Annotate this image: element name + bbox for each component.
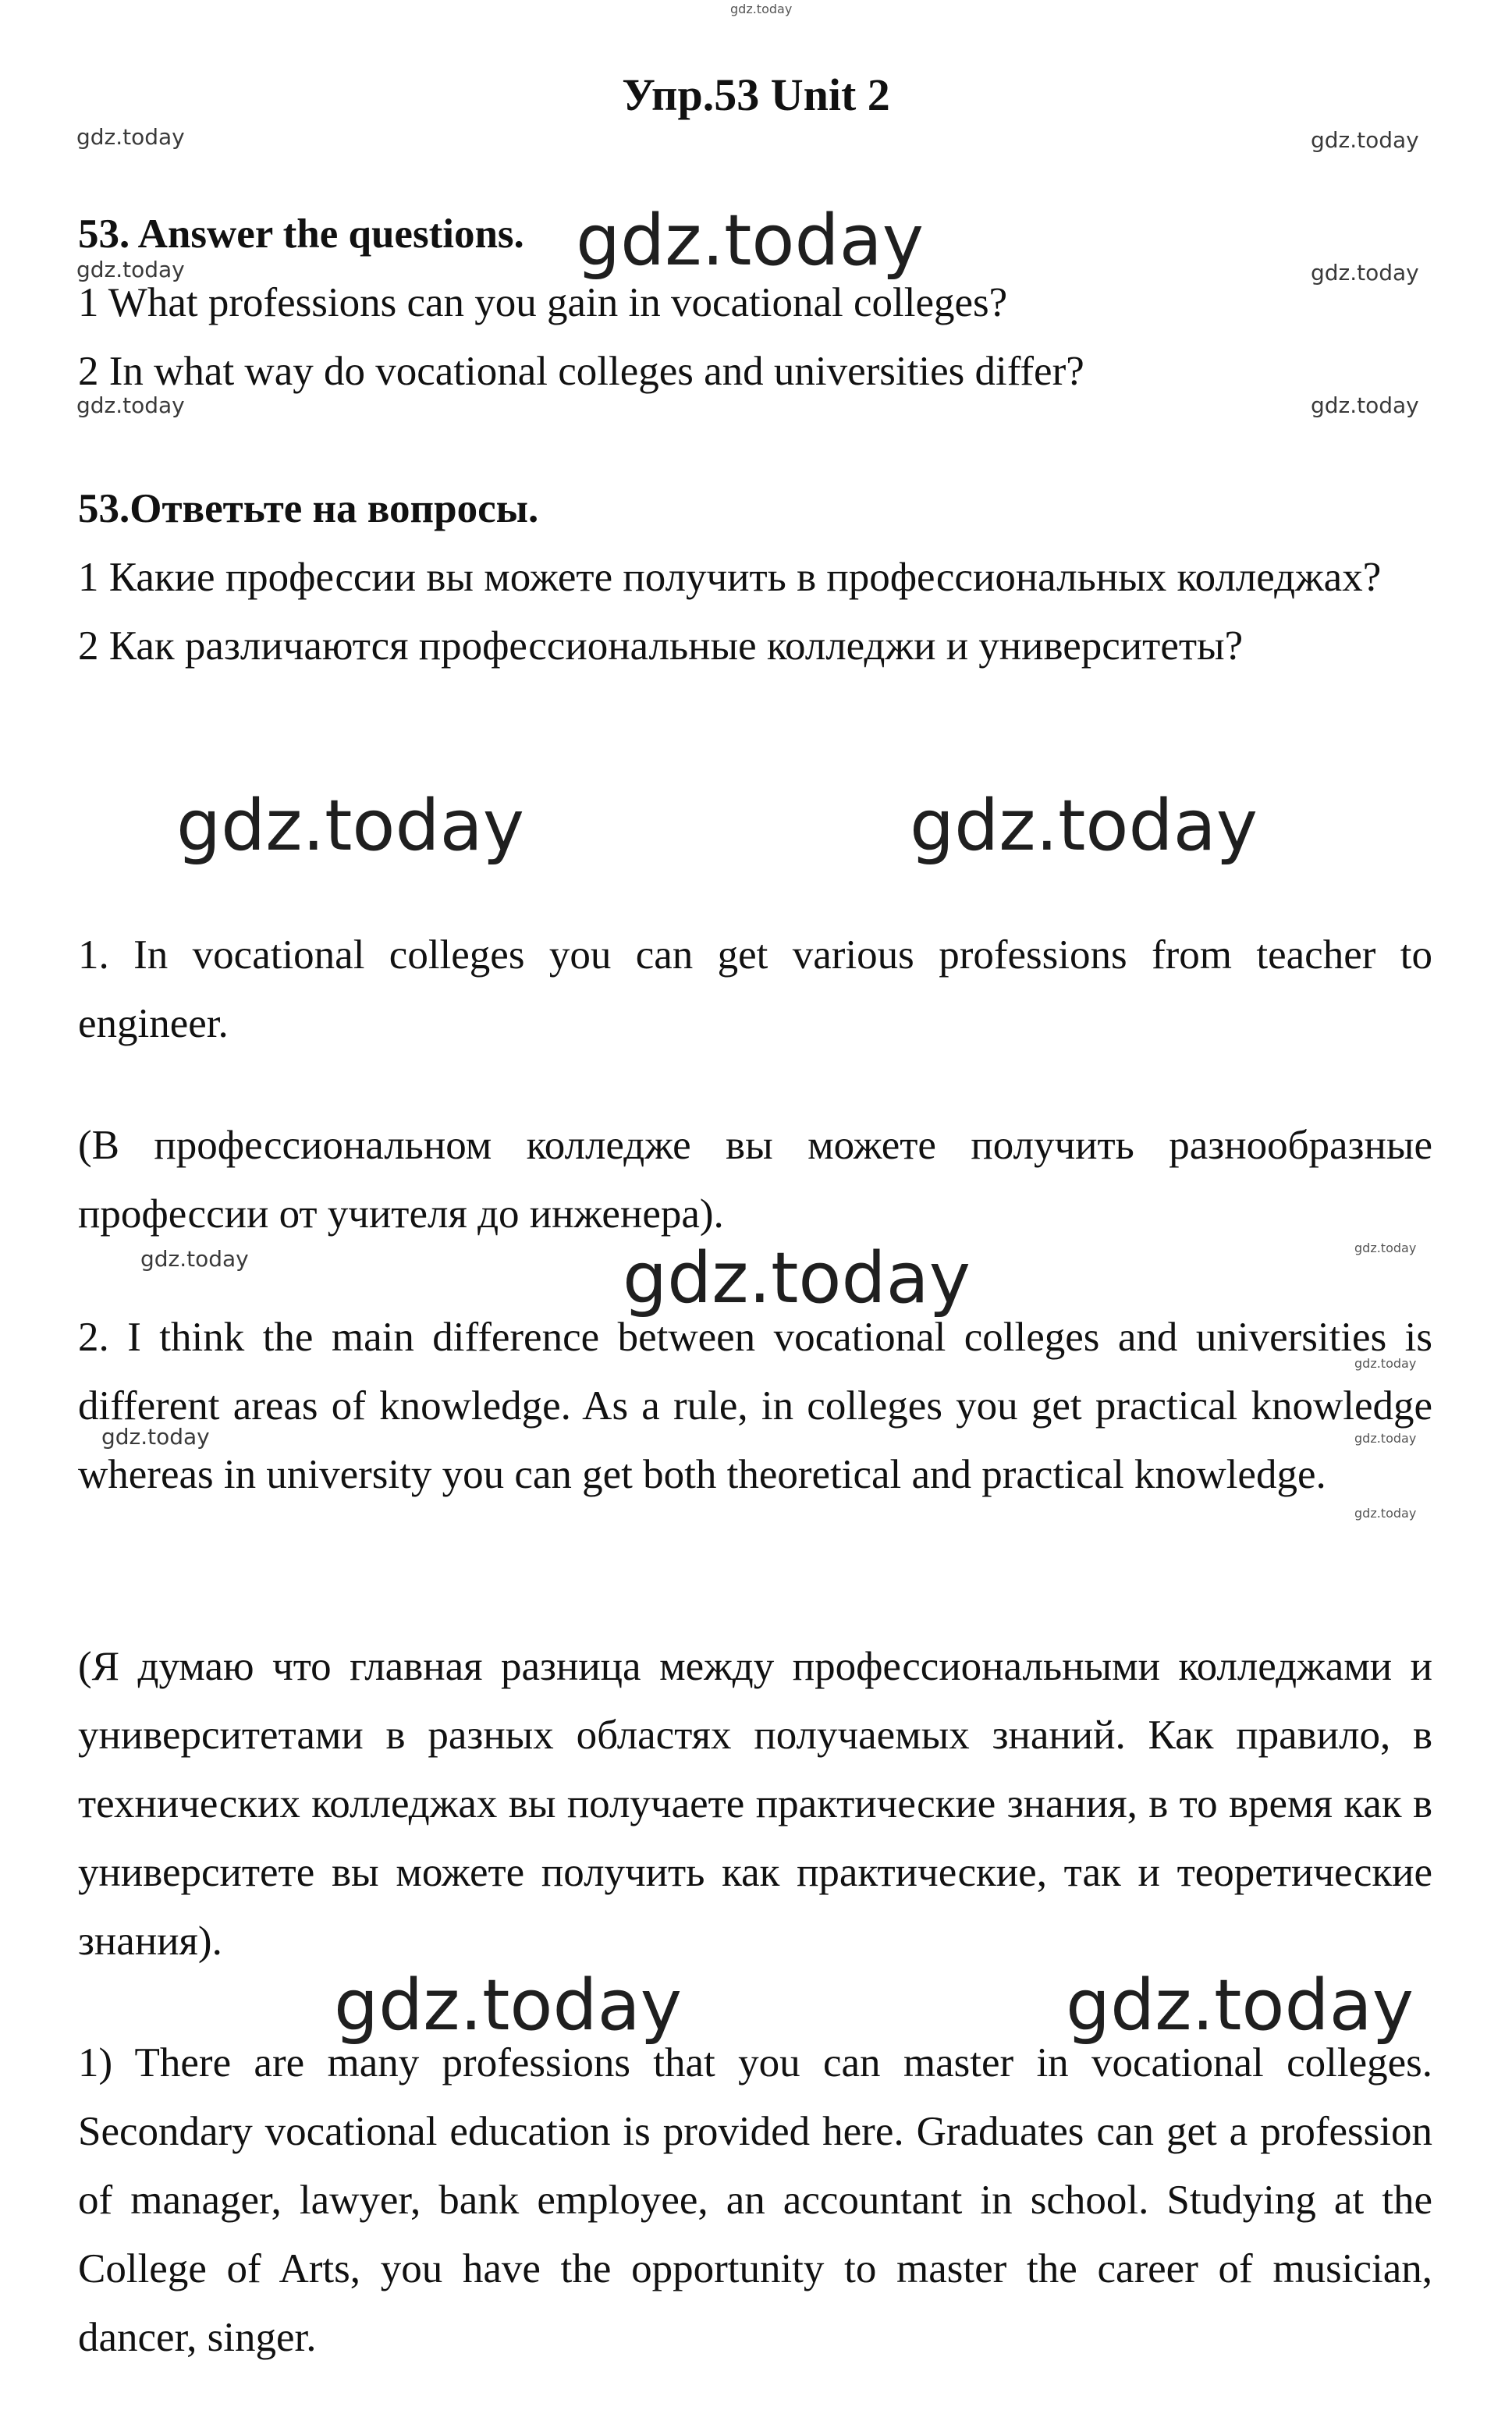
question-1-en: 1 What professions can you gain in vocational colleges? xyxy=(78,280,1008,325)
answer-2-en: 2. I think the main difference between vocational colleges and universities is different areas of knowledge. As a rule, in colleges you get practical knowledge whereas in university you can get both theoretical and practical knowledge. xyxy=(78,1315,1432,1497)
watermark: gdz.today xyxy=(1311,260,1419,286)
watermark: gdz.today xyxy=(910,785,1258,867)
answer-2-russian xyxy=(78,1632,1432,1975)
watermark: gdz.today xyxy=(576,200,925,282)
watermark: gdz.today xyxy=(76,392,185,418)
page-title: Упр.53 Unit 2 xyxy=(622,69,890,120)
answer-1-russian xyxy=(78,1111,1432,1248)
question-2-ru: 2 Как различаются профессиональные колледжи и университеты? xyxy=(78,623,1244,669)
watermark: gdz.today xyxy=(1066,1965,1414,2046)
answer-2-ru: (Я думаю что главная разница между профессиональными колледжами и университетами в разных областях получаемых знаний. Как правило, в технических колледжах вы получаете практические знания, в то время как в университете вы можете получить как практические, так и теоретические знания). xyxy=(78,1644,1432,1964)
watermark: gdz.today xyxy=(1354,1506,1417,1521)
watermark: gdz.today xyxy=(101,1424,210,1450)
watermark: gdz.today xyxy=(1354,1356,1417,1371)
watermark: gdz.today xyxy=(1354,1241,1417,1255)
answer-2-english xyxy=(78,1303,1432,1509)
task-heading-en: 53. Answer the questions. xyxy=(78,211,524,257)
watermark: gdz.today xyxy=(334,1965,683,2046)
watermark: gdz.today xyxy=(76,257,185,282)
watermark: gdz.today xyxy=(623,1237,971,1319)
watermark: gdz.today xyxy=(1311,392,1419,418)
watermark: gdz.today xyxy=(1311,127,1419,153)
watermark: gdz.today xyxy=(1354,1431,1417,1446)
watermark: gdz.today xyxy=(176,785,525,867)
task-heading-ru: 53.Ответьте на вопросы. xyxy=(78,486,539,531)
task-english xyxy=(78,200,1432,406)
watermark: gdz.today xyxy=(140,1246,249,1272)
question-2-en: 2 In what way do vocational colleges and universities differ? xyxy=(78,349,1084,394)
question-1-ru: 1 Какие профессии вы можете получить в профессиональных колледжах? xyxy=(78,555,1382,600)
answer-1-ru: (В профессиональном колледже вы можете получить разнообразные профессии от учителя до инженера). xyxy=(78,1123,1432,1237)
task-russian xyxy=(78,474,1432,680)
answer-1-english xyxy=(78,921,1432,1058)
answer-3-english xyxy=(78,2029,1432,2372)
answer-1-en: 1. In vocational colleges you can get various professions from teacher to engineer. xyxy=(78,932,1432,1046)
answer-3-en: 1) There are many professions that you can master in vocational colleges. Secondary vocational education is provided here. Graduates can get a profession of manager, lawyer, bank employee, an accountant in school. Studying at the College of Arts, you have the opportunity to master the career of musician, dancer, singer. xyxy=(78,2040,1432,2360)
watermark: gdz.today xyxy=(730,2,793,16)
watermark: gdz.today xyxy=(76,124,185,150)
